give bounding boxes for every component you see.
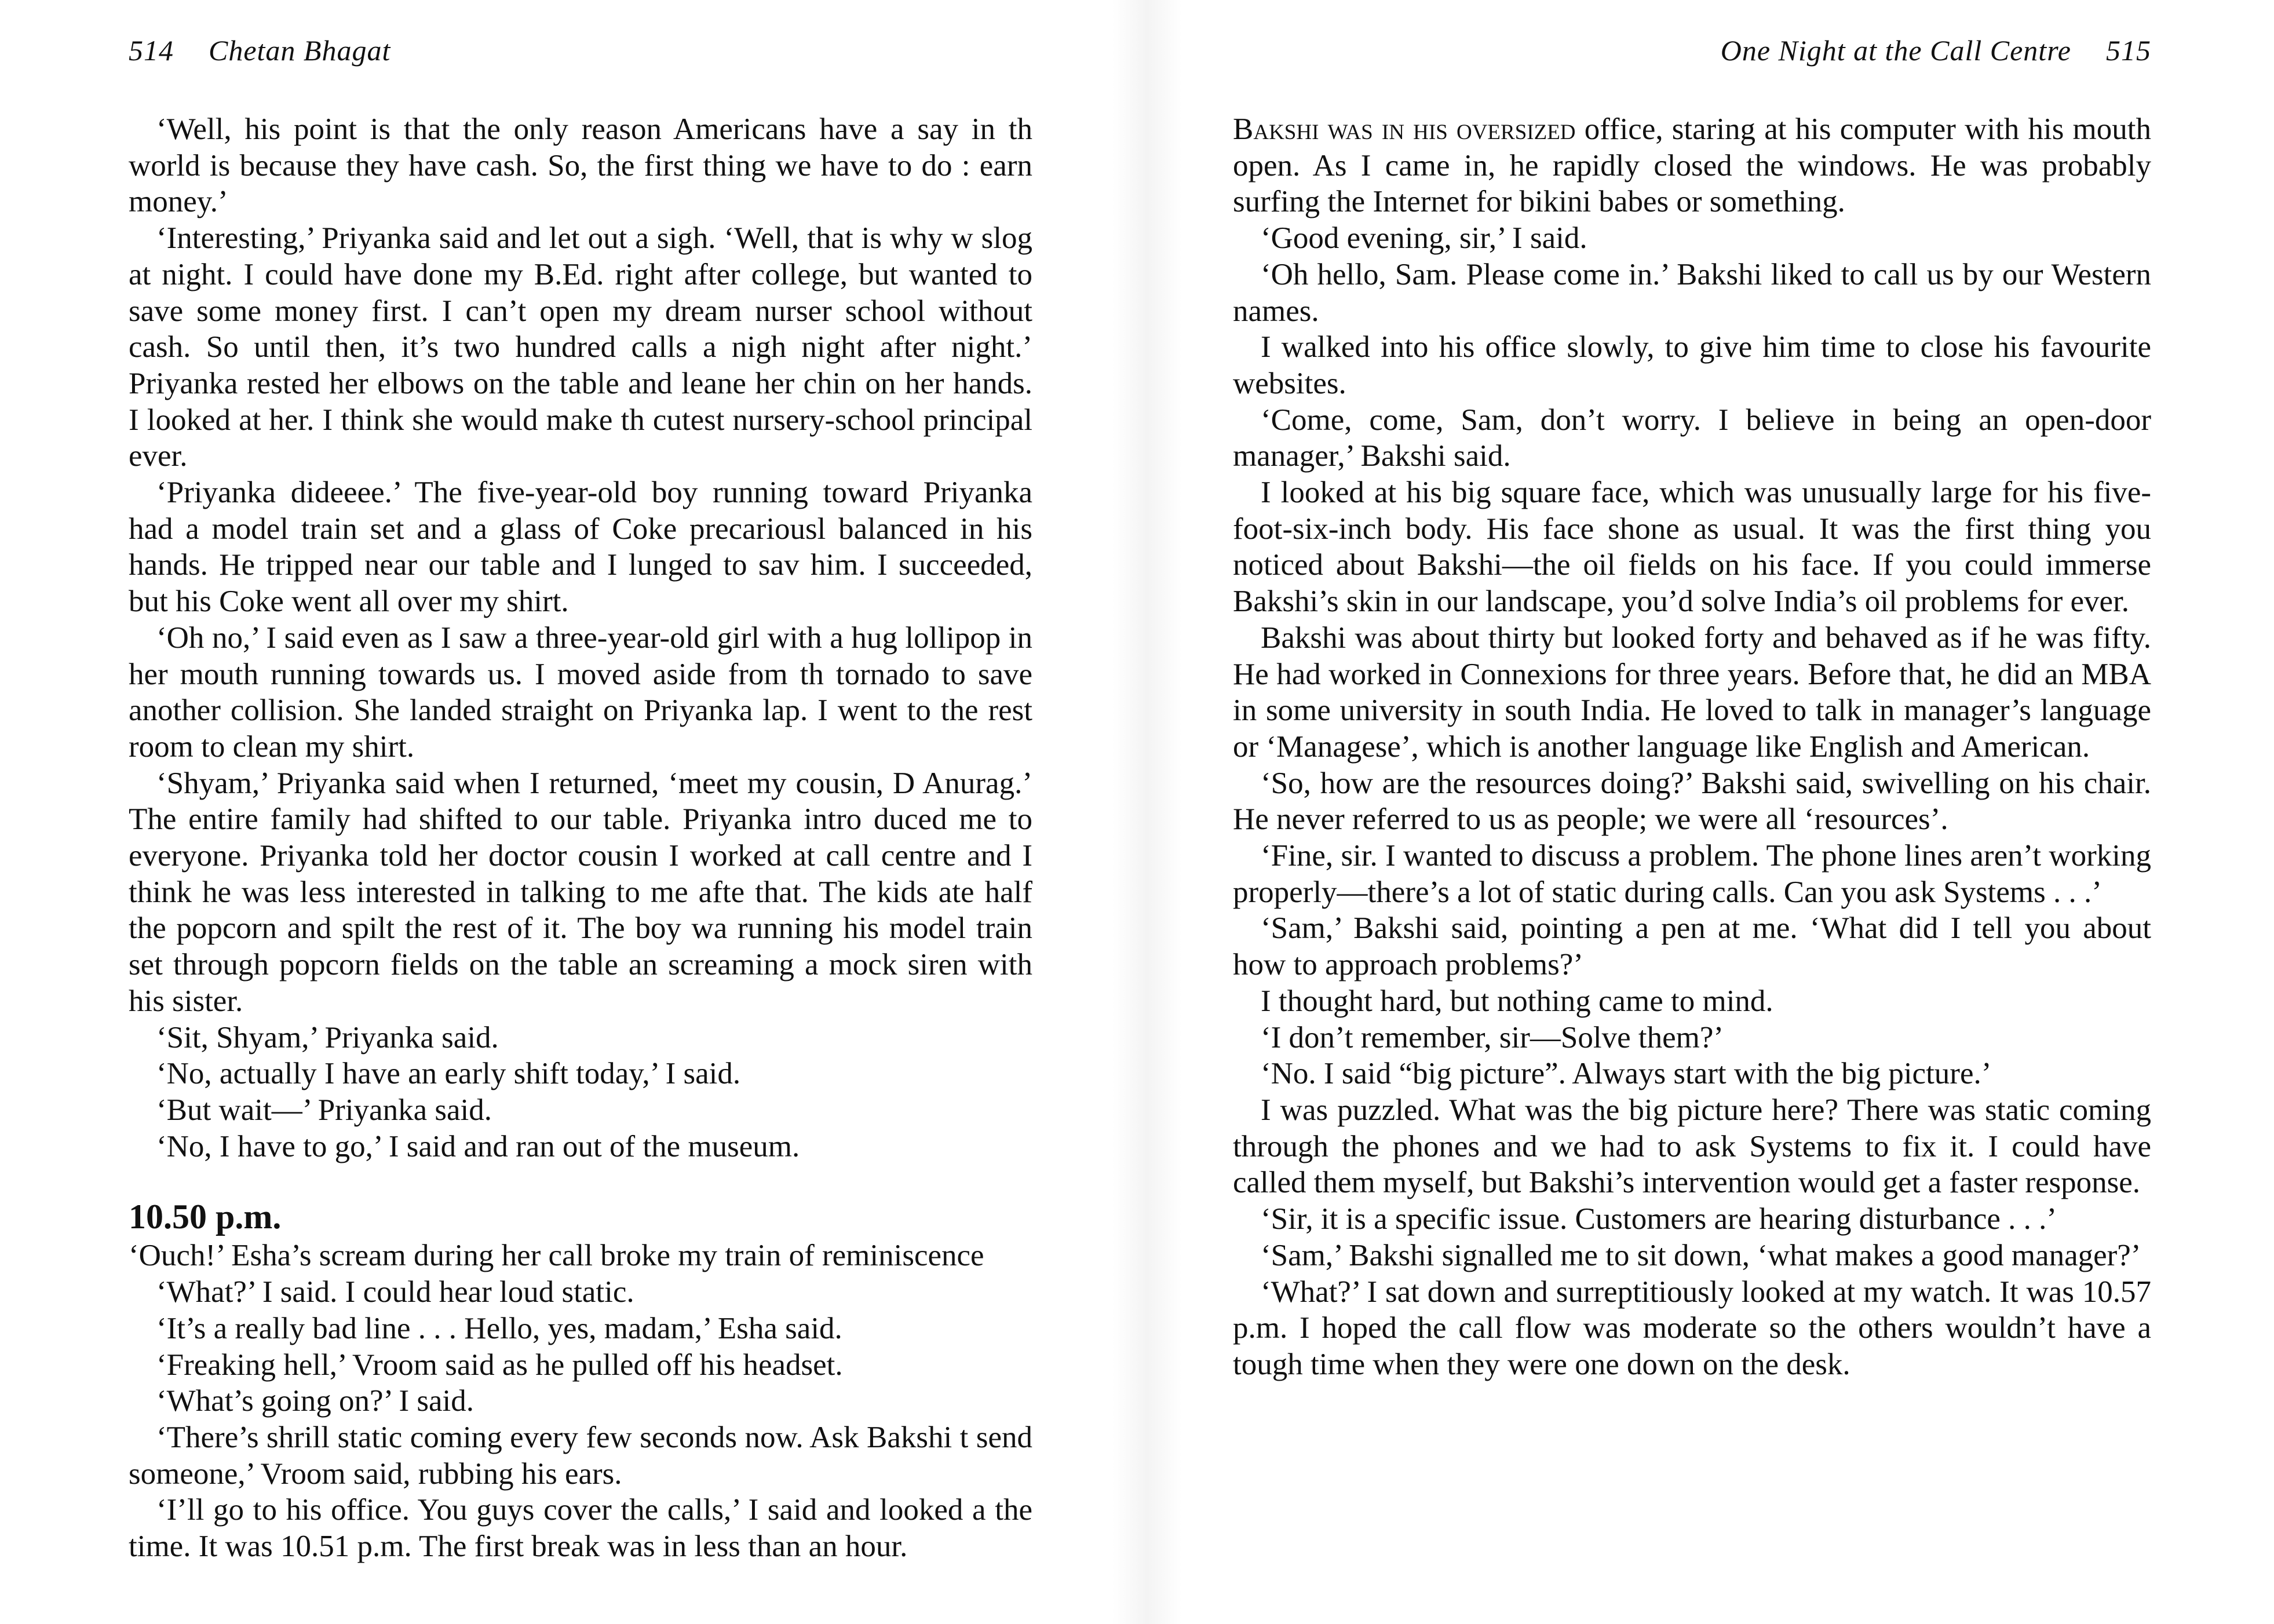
right-page xyxy=(1136,0,2274,1624)
left-page xyxy=(0,0,1136,1624)
paragraph: ‘It’s a really bad line . . . Hello, yes, madam,’ Esha said. xyxy=(156,1311,842,1345)
paragraph: ‘Interesting,’ Priyanka said and let out a sigh. ‘Well, that is why w slog at night. I could have done my B.Ed. right after college, but wanted to save some money first. I can’t open my dream nurser school without cash. So until then, it’s two hundred calls a nigh night after night.’ Priyanka rested her elbows on the table and leane her chin on her hands. I looked at her. I think she would make th cutest nursery-school principal ever. xyxy=(129,221,1032,473)
paragraph: ‘No, I have to go,’ I said and ran out of the museum. xyxy=(156,1129,800,1163)
paragraph: ‘Good evening, sir,’ I said. xyxy=(1261,221,1587,256)
right-page-body xyxy=(1233,111,2151,1383)
paragraph: Bakshi was about thirty but looked forty and behaved as if he was fifty. He had worked in Connexions for three years. Before that, he did an MBA in some university in south India. He loved to talk in manager’s language or ‘Managese’, which is another language like English and American. xyxy=(1233,621,2151,764)
paragraph: I walked into his office slowly, to give him time to close his favourite websites. xyxy=(1233,330,2151,400)
opening-paragraph-text: office, staring at his computer with his mouth open. As I came in, he rapidly closed the windows. He was probably surfing the Internet for bikini babes or something. xyxy=(1233,112,2152,219)
paragraph: ‘Fine, sir. I wanted to discuss a problem. The phone lines aren’t working properly—there’s a lot of static during calls. Can you ask Systems . . .’ xyxy=(1233,839,2151,909)
paragraph: ‘No. I said “big picture”. Always start with the big picture.’ xyxy=(1261,1057,1992,1091)
paragraph: ‘No, actually I have an early shift today,’ I said. xyxy=(156,1057,741,1091)
paragraph: ‘So, how are the resources doing?’ Bakshi said, swivelling on his chair. He never referred to us as people; we were all ‘resources’. xyxy=(1233,766,2151,837)
paragraph: ‘Shyam,’ Priyanka said when I returned, ‘meet my cousin, D Anurag.’ The entire family had shifted to our table. Priyanka intro duced me to everyone. Priyanka told her doctor cousin I worked at call centre and I think he was less interested in talking to me afte that. The kids ate half the popcorn and spilt the rest of it. The boy wa running his model train set through popcorn fields on the table an screaming a mock siren with his sister. xyxy=(129,766,1032,1018)
left-page-body xyxy=(129,111,1032,1565)
paragraph: ‘Freaking hell,’ Vroom said as he pulled off his headset. xyxy=(156,1348,843,1382)
paragraph: ‘Oh hello, Sam. Please come in.’ Bakshi liked to call us by our Western names. xyxy=(1233,257,2151,328)
right-running-header xyxy=(1721,34,2151,67)
section-heading: 10.50 p.m. xyxy=(129,1198,282,1236)
paragraph: ‘Oh no,’ I said even as I saw a three-year-old girl with a hug lollipop in her mouth running towards us. I moved aside from th tornado to save another collision. She landed straight on Priyanka lap. I went to the rest room to clean my shirt. xyxy=(129,621,1032,764)
opening-small-caps: Bakshi was in his oversized xyxy=(1233,112,1576,146)
section-first-paragraph: ‘Ouch!’ Esha’s scream during her call broke my train of reminiscence xyxy=(129,1239,984,1273)
paragraph: ‘Sam,’ Bakshi signalled me to sit down, ‘what makes a good manager?’ xyxy=(1261,1238,2141,1272)
paragraph: ‘Sit, Shyam,’ Priyanka said. xyxy=(156,1020,499,1054)
paragraph: ‘But wait—’ Priyanka said. xyxy=(156,1093,492,1127)
right-page-number: 515 xyxy=(2106,34,2151,67)
paragraph: ‘Come, come, Sam, don’t worry. I believe in being an open-door manager,’ Bakshi said. xyxy=(1233,403,2151,473)
left-page-number: 514 xyxy=(129,34,174,67)
left-running-header xyxy=(129,34,390,67)
left-running-head: Chetan Bhagat xyxy=(209,34,391,67)
paragraph: I was puzzled. What was the big picture here? There was static coming through the phones and we had to ask Systems to fix it. I could have called them myself, but Bakshi’s intervention would get a faster response. xyxy=(1233,1093,2151,1200)
paragraph: ‘I don’t remember, sir—Solve them?’ xyxy=(1261,1020,1724,1054)
paragraph: ‘Sir, it is a specific issue. Customers are hearing disturbance . . .’ xyxy=(1261,1202,2057,1236)
paragraph: ‘What?’ I sat down and surreptitiously looked at my watch. It was 10.57 p.m. I hoped the call flow was moderate so the others wouldn’t have a tough time when they were one down on the desk. xyxy=(1233,1275,2151,1381)
paragraph: ‘Priyanka dideeee.’ The five-year-old boy running toward Priyanka had a model train set and a glass of Coke precariousl balanced in his hands. He tripped near our table and I lunged to sav him. I succeeded, but his Coke went all over my shirt. xyxy=(129,476,1032,619)
right-running-head: One Night at the Call Centre xyxy=(1720,34,2071,67)
paragraph: I thought hard, but nothing came to mind. xyxy=(1261,984,1773,1018)
paragraph: I looked at his big square face, which was unusually large for his five-foot-six-inch body. His face shone as usual. It was the first thing you noticed about Bakshi—the oil fields on his face. If you could immerse Bakshi’s skin in our landscape, you’d solve India’s oil problems for ever. xyxy=(1233,476,2151,619)
paragraph: ‘There’s shrill static coming every few seconds now. Ask Bakshi t send someone,’ Vroom said, rubbing his ears. xyxy=(129,1420,1032,1491)
paragraph: ‘What’s going on?’ I said. xyxy=(156,1384,474,1418)
paragraph: ‘Well, his point is that the only reason Americans have a say in th world is because they have cash. So, the first thing we have to do : earn money.’ xyxy=(129,112,1032,219)
paragraph: ‘I’ll go to his office. You guys cover the calls,’ I said and looked a the time. It was 10.51 p.m. The first break was in less than an hour. xyxy=(129,1493,1032,1564)
paragraph: ‘Sam,’ Bakshi said, pointing a pen at me. ‘What did I tell you about how to approach problems?’ xyxy=(1233,911,2151,982)
paragraph: ‘What?’ I said. I could hear loud static. xyxy=(156,1275,634,1309)
opening-paragraph xyxy=(1233,111,2151,220)
